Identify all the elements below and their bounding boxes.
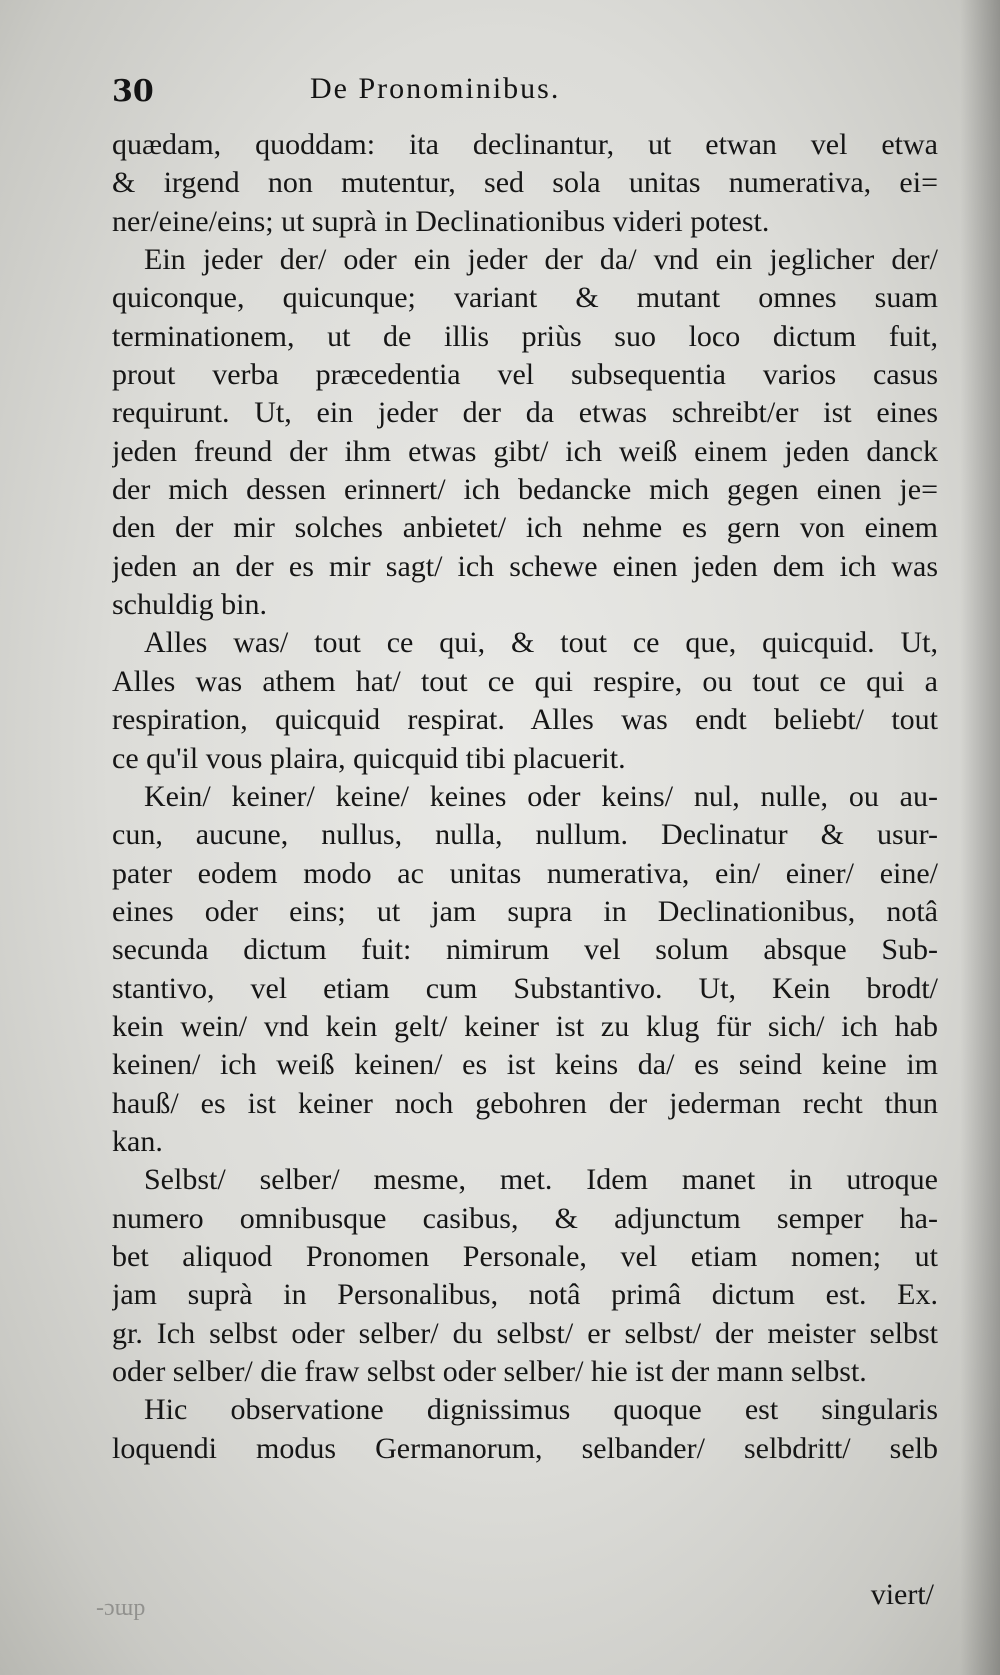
text-line: den der mir solches anbietet/ ich nehme es gern von einem [112, 511, 938, 545]
body-text [112, 126, 938, 1468]
text-line: keinen/ ich weiß keinen/ es ist keins da/ es seind keine im [112, 1048, 938, 1082]
text-line: der mich dessen erinnert/ ich bedancke mich gegen einen je= [112, 473, 938, 507]
text-line: cun, aucune, nullus, nulla, nullum. Declinatur & usur- [112, 818, 938, 852]
text-line: kein wein/ vnd kein gelt/ keiner ist zu klug für sich/ ich hab [112, 1009, 938, 1043]
text-line: jam suprà in Personalibus, notâ primâ dictum est. Ex. [112, 1278, 938, 1312]
text-line: prout verba præcedentia vel subsequentia varios casus [112, 358, 938, 392]
text-line: gr. Ich selbst oder selber/ du selbst/ er selbst/ der meister selbst [112, 1316, 938, 1350]
text-line: eines oder eins; ut jam supra in Declinationibus, notâ [112, 894, 938, 928]
text-line: requirunt. Ut, ein jeder der da etwas schreibt/er ist eines [112, 396, 938, 430]
page-number: 30 [112, 74, 154, 109]
show-through-marks: -ɔɯp [96, 1595, 146, 1621]
text-line: Alles was/ tout ce qui, & tout ce que, quicquid. Ut, [144, 626, 938, 660]
text-line: jeden an der es mir sagt/ ich schewe einen jeden dem ich was [112, 549, 938, 583]
text-line: numero omnibusque casibus, & adjunctum semper ha- [112, 1201, 938, 1235]
text-line: Hic observatione dignissimus quoque est singularis [144, 1393, 938, 1427]
catchword: viert/ [870, 1578, 934, 1611]
text-line: pater eodem modo ac unitas numerativa, ein/ einer/ eine/ [112, 856, 938, 890]
text-line: loquendi modus Germanorum, selbander/ selbdritt/ selb [112, 1431, 938, 1465]
text-line: Selbst/ selber/ mesme, met. Idem manet in utroque [144, 1163, 938, 1197]
text-line: ner/eine/eins; ut suprà in Declinationibus videri potest. [112, 204, 770, 238]
text-line: schuldig bin. [112, 588, 267, 622]
text-line: secunda dictum fuit: nimirum vel solum absque Sub- [112, 933, 938, 967]
text-line: kan. [112, 1124, 163, 1158]
text-line: oder selber/ die fraw selbst oder selber/ hie ist der mann selbst. [112, 1355, 867, 1388]
running-title: De Pronominibus. [310, 72, 561, 105]
text-line: Kein/ keiner/ keine/ keines oder keins/ nul, nulle, ou au- [144, 779, 938, 813]
text-line: Ein jeder der/ oder ein jeder der da/ vnd ein jeglicher der/ [144, 243, 938, 277]
text-line: Alles was athem hat/ tout ce qui respire, ou tout ce qui a [112, 664, 938, 698]
text-line: quiconque, quicunque; variant & mutant omnes suam [112, 281, 938, 315]
text-line: quædam, quoddam: ita declinantur, ut etwan vel etwa [112, 128, 938, 161]
page-gutter-shadow [960, 0, 1000, 1675]
text-line: & irgend non mutentur, sed sola unitas numerativa, ei= [112, 166, 938, 200]
text-line: stantivo, vel etiam cum Substantivo. Ut, Kein brodt/ [112, 971, 938, 1005]
text-line: terminationem, ut de illis priùs suo loco dictum fuit, [112, 319, 938, 353]
text-line: jeden freund der ihm etwas gibt/ ich weiß einem jeden danck [112, 434, 938, 468]
text-line: hauß/ es ist keiner noch gebohren der jederman recht thun [112, 1086, 938, 1120]
text-line: bet aliquod Pronomen Personale, vel etiam nomen; ut [112, 1239, 938, 1273]
text-line: respiration, quicquid respirat. Alles was endt beliebt/ tout [112, 703, 938, 737]
text-line: ce qu'il vous plaira, quicquid tibi placuerit. [112, 741, 626, 775]
